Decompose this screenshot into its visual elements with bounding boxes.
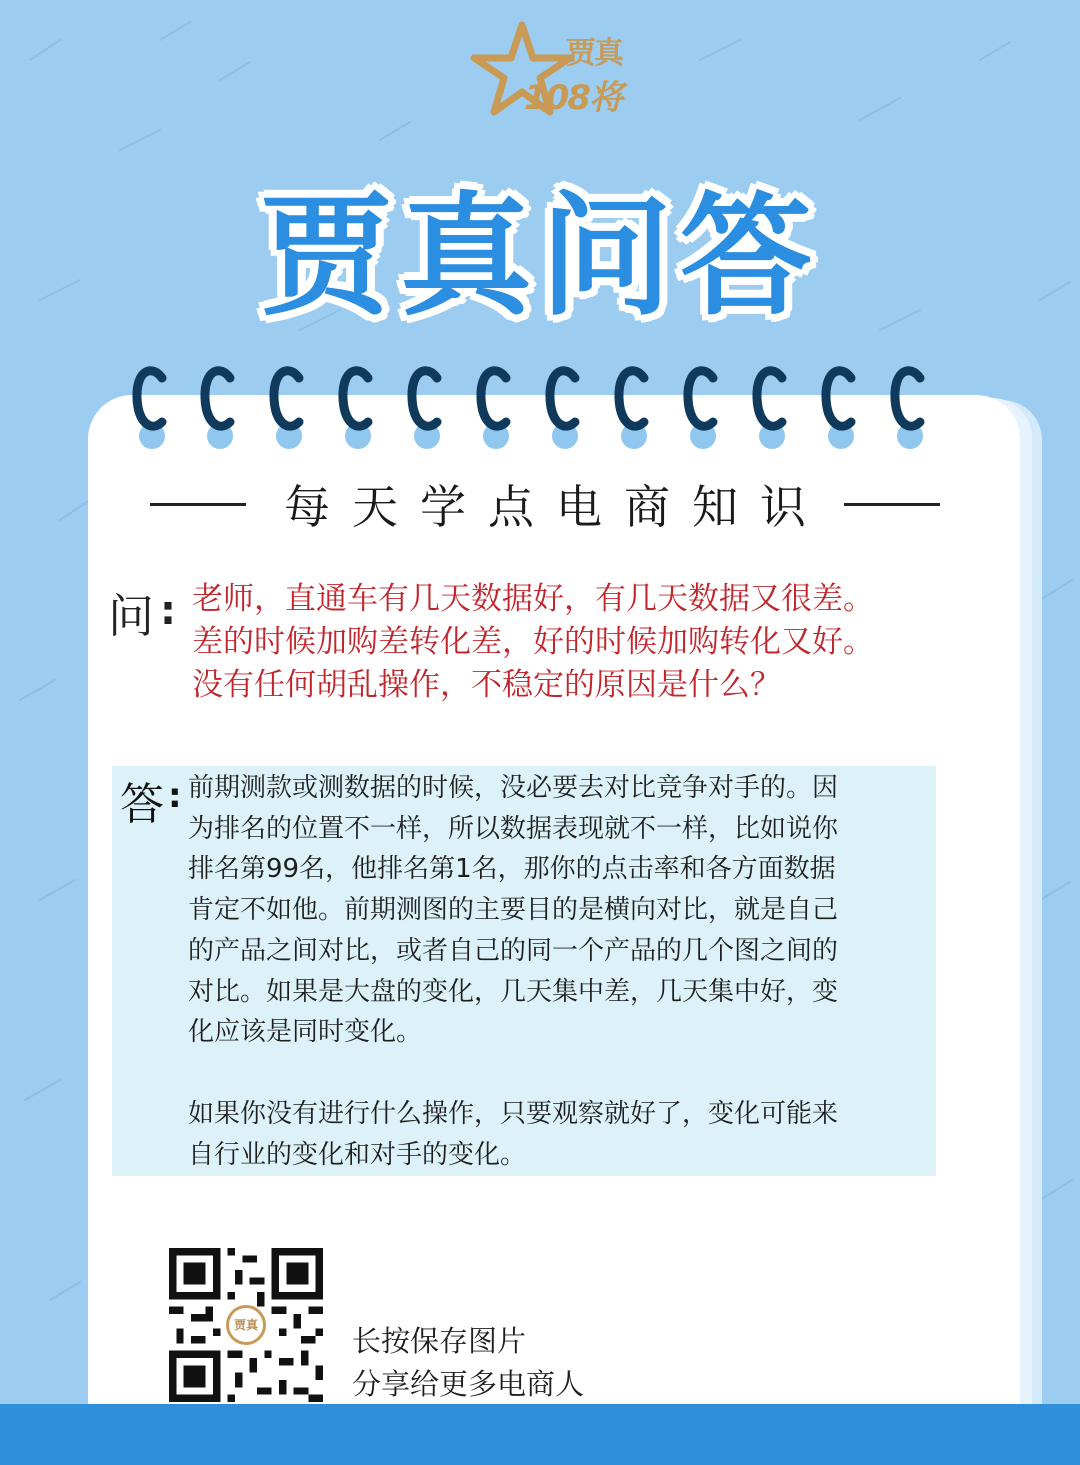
answer-label: 答	[120, 779, 164, 830]
page-title: 贾真问答	[260, 180, 820, 334]
save-prompt-line: 分享给更多电商人	[352, 1367, 585, 1401]
spiral-binding	[130, 362, 950, 457]
answer-colon: :	[168, 776, 182, 816]
spiral-ring-icon	[336, 362, 376, 457]
answer-line: 如果你没有进行什么操作，只要观察就好了，变化可能来	[188, 1098, 839, 1129]
subtitle: 每天学点电商知识	[284, 480, 828, 534]
subtitle-line-left	[150, 503, 246, 506]
spiral-ring-icon	[198, 362, 238, 457]
spiral-ring-icon	[543, 362, 583, 457]
answer-text	[188, 768, 928, 1175]
spiral-ring-icon	[267, 362, 307, 457]
brand-logo	[470, 20, 640, 120]
answer-line: 化应该是同时变化。	[188, 1017, 423, 1048]
save-prompt	[352, 1320, 584, 1406]
subtitle-row	[150, 474, 940, 534]
question-text	[192, 578, 932, 707]
spiral-ring-icon	[405, 362, 445, 457]
logo-text-bottom: 108将	[524, 78, 621, 118]
spiral-ring-icon	[681, 362, 721, 457]
qr-badge: 贾真	[226, 1305, 266, 1345]
qr-code-card[interactable]	[157, 1236, 335, 1414]
save-prompt-line: 长按保存图片	[352, 1324, 527, 1358]
answer-line: 自行业的变化和对手的变化。	[188, 1139, 527, 1170]
answer-line: 肯定不如他。前期测图的主要目的是横向对比，就是自己	[188, 895, 839, 926]
spiral-ring-icon	[888, 362, 928, 457]
bottom-bar	[0, 1404, 1080, 1465]
spiral-ring-icon	[612, 362, 652, 457]
answer-line: 前期测款或测数据的时候，没必要去对比竞争对手的。因	[188, 773, 839, 803]
answer-line: 对比。如果是大盘的变化，几天集中差，几天集中好，变	[188, 976, 839, 1007]
spiral-ring-icon	[130, 362, 170, 457]
question-line: 差的时候加购差转化差，好的时候加购转化又好。	[192, 624, 874, 660]
logo-text-top: 贾真	[566, 36, 622, 71]
question-line: 没有任何胡乱操作，不稳定的原因是什么？	[192, 667, 781, 703]
spiral-ring-icon	[474, 362, 514, 457]
spiral-ring-icon	[819, 362, 859, 457]
question-colon: :	[160, 588, 176, 634]
subtitle-line-right	[844, 503, 940, 506]
answer-line: 排名第99名，他排名第1名，那你的点击率和各方面数据	[188, 854, 836, 885]
question-label: 问	[108, 589, 154, 643]
answer-line: 为排名的位置不一样，所以数据表现就不一样，比如说你	[188, 813, 839, 844]
paragraph-gap	[188, 1053, 928, 1094]
answer-line: 的产品之间对比，或者自己的同一个产品的几个图之间的	[188, 935, 839, 966]
spiral-ring-icon	[750, 362, 790, 457]
question-line: 老师，直通车有几天数据好，有几天数据又很差。	[192, 581, 874, 617]
